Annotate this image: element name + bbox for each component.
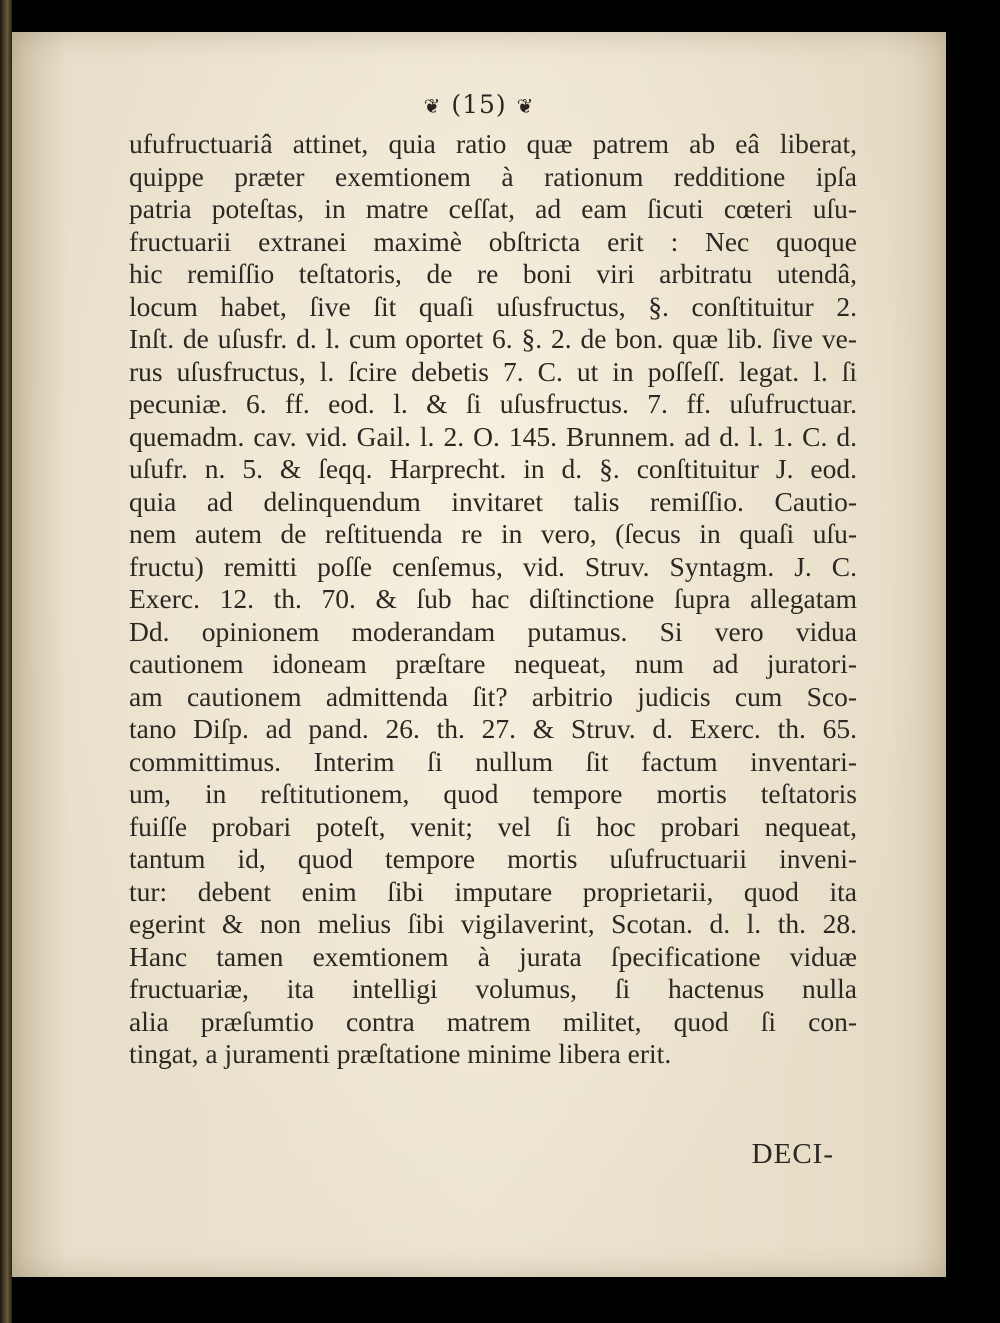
text-line: ufufructuariâ attinet, quia ratio quæ patrem ab eâ liberat,: [129, 128, 857, 159]
text-line: fuiſſe probari poteſt, venit; vel ſi hoc probari nequeat,: [129, 810, 857, 842]
page-header: [12, 90, 946, 119]
text-line: fructuariæ, ita intelligi volumus, ſi hactenus nulla: [129, 973, 857, 1004]
text-line: um, in reſtitutionem, quod tempore mortis teſtatoris: [129, 778, 857, 809]
text-line: alia præſumtio contra matrem militet, quod ſi con-: [129, 1005, 857, 1037]
text-line: locum habet, ſive ſit quaſi uſusfructus, §. conſtituitur 2.: [129, 290, 857, 322]
text-line: committimus. Interim ſi nullum ſit factum inventari-: [129, 745, 857, 777]
text-line: hic remiſſio teſtatoris, de re boni viri arbitratu utendâ,: [129, 258, 857, 289]
body-text: [129, 128, 857, 1071]
text-line: uſufr. n. 5. & ſeqq. Harprecht. in d. §. conſtituitur J. eod.: [129, 453, 857, 484]
page-number: (15): [451, 90, 507, 119]
text-line: fructu) remitti poſſe cenſemus, vid. Struv. Syntagm. J. C.: [129, 550, 857, 582]
text-line: tur: debent enim ſibi imputare proprietarii, quod ita: [129, 875, 857, 907]
text-line: cautionem idoneam præſtare nequeat, num ad juratori-: [129, 648, 857, 679]
book-binding-edge: [0, 0, 12, 1323]
text-line: tingat, a juramenti præſtatione minime libera erit.: [129, 1038, 672, 1069]
text-line: quemadm. cav. vid. Gail. l. 2. O. 145. Brunnem. ad d. l. 1. C. d.: [129, 420, 857, 452]
text-line: egerint & non melius ſibi vigilaverint, Scotan. d. l. th. 28.: [129, 908, 857, 939]
text-line: am cautionem admittenda ſit? arbitrio judicis cum Sco-: [129, 680, 857, 712]
text-line: pecuniæ. 6. ff. eod. l. & ſi uſusfructus. 7. ff. uſufructuar.: [129, 388, 857, 419]
text-line: Hanc tamen exemtionem à jurata ſpecificatione viduæ: [129, 940, 857, 972]
text-line: quia ad delinquendum invitaret talis remiſſio. Cautio-: [129, 485, 857, 517]
text-line: nem autem de reſtituenda re in vero, (ſecus in quaſi uſu-: [129, 518, 857, 549]
text-line: quippe præter exemtionem à rationum redditione ipſa: [129, 160, 857, 192]
left-ornament-icon: ❦: [423, 94, 442, 118]
catchword: DECI-: [751, 1138, 834, 1170]
right-ornament-icon: ❦: [516, 94, 535, 118]
text-line: rus uſusfructus, l. ſcire debetis 7. C. ut in poſſeſſ. legat. l. ſi: [129, 355, 857, 387]
text-line: Dd. opinionem moderandam putamus. Si vero vidua: [129, 615, 857, 647]
text-line: fructuarii extranei maximè obſtricta erit : Nec quoque: [129, 225, 857, 257]
text-line: tantum id, quod tempore mortis uſufructuarii inveni-: [129, 843, 857, 874]
text-line: Exerc. 12. th. 70. & ſub hac diſtinctione ſupra allegatam: [129, 583, 857, 614]
book-page: [12, 32, 946, 1277]
text-line: tano Diſp. ad pand. 26. th. 27. & Struv. d. Exerc. th. 65.: [129, 713, 857, 744]
text-line: patria poteſtas, in matre ceſſat, ad eam ſicuti cœteri uſu-: [129, 193, 857, 224]
text-line: Inſt. de uſusfr. d. l. cum oportet 6. §. 2. de bon. quæ lib. ſive ve-: [129, 323, 857, 354]
